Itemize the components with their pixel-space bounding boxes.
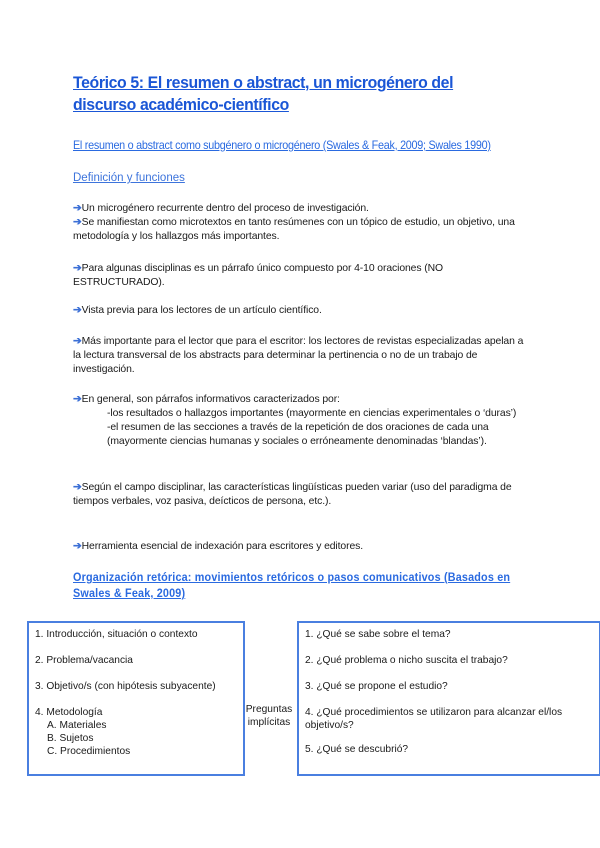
questions-box (297, 621, 600, 776)
definition-heading: Definición y funciones (73, 172, 185, 184)
move-item: 4. Metodología A. Materiales B. Sujetos C. Procedimientos (35, 707, 131, 757)
list-item: ➔Se manifiestan como microtextos en tanto resúmenes con un tópico de estudio, un objetivo, una metodología y los hallazgos más importantes. (73, 217, 515, 242)
list-item: ➔Más importante para el lector que para el escritor: los lectores de revistas especializadas apelan a la lectura transversal de los abstracts para determinar la pertinencia o no de un trabajo de investigación. (73, 336, 524, 375)
question-item: 1. ¿Qué se sabe sobre el tema? (305, 629, 451, 640)
arrow-icon: ➔ (73, 217, 82, 228)
move-item: 3. Objetivo/s (con hipótesis subyacente) (35, 681, 216, 692)
arrow-icon: ➔ (73, 541, 82, 552)
move-item: 2. Problema/vacancia (35, 655, 133, 666)
organization-heading: Organización retórica: movimientos retóricos o pasos comunicativos (Basados en Swales & Feak, 2009) (73, 570, 511, 600)
arrow-icon: ➔ (73, 482, 82, 493)
list-item: ➔Un microgénero recurrente dentro del proceso de investigación. (73, 203, 369, 214)
page-title: Teórico 5: El resumen o abstract, un microgénero del discurso académico-científico (73, 73, 454, 114)
moves-box (27, 621, 245, 776)
implicit-questions-label: Preguntas implícitas (245, 704, 293, 728)
method-sub-item: A. Materiales (47, 720, 107, 731)
list-item: ➔Según el campo disciplinar, las características lingüísticas pueden variar (uso del paradigma de tiempos verbales, voz pasiva, deícticos de persona, etc.). (73, 482, 512, 507)
question-item: 5. ¿Qué se descubrió? (305, 744, 409, 755)
paragraph-block-1 (73, 202, 533, 244)
section-subtitle: El resumen o abstract como subgénero o microgénero (Swales & Feak, 2009; Swales 1990) (73, 138, 491, 152)
list-item: ➔En general, son párrafos informativos caracterizados por: -los resultados o hallazgos importantes (mayormente en ciencias experimentales o ‘duras’) -el resumen de las secciones a través de la repetición de dos oraciones de cada una (mayormente ciencias humanas y sociales o erróneamente denominadas ‘blandas’). (73, 393, 533, 449)
list-item: ➔Herramienta esencial de indexación para escritores y editores. (73, 541, 364, 552)
arrow-icon: ➔ (73, 305, 82, 316)
question-item: 2. ¿Qué problema o nicho suscita el trabajo? (305, 655, 508, 666)
arrow-icon: ➔ (73, 263, 82, 274)
list-item: ➔Para algunas disciplinas es un párrafo único compuesto por 4-10 oraciones (NO ESTRUCTURADO). (73, 263, 443, 288)
arrow-icon: ➔ (73, 203, 82, 214)
arrow-icon: ➔ (73, 336, 82, 347)
sub-item: -los resultados o hallazgos importantes (mayormente en ciencias experimentales o ‘duras’) (107, 408, 517, 419)
move-item: 1. Introducción, situación o contexto (35, 629, 198, 640)
sub-item: -el resumen de las secciones a través de la repetición de dos oraciones de cada una (mayormente ciencias humanas y sociales o erróneamente denominadas ‘blandas’). (107, 422, 489, 447)
arrow-icon: ➔ (73, 394, 82, 405)
question-item: 4. ¿Qué procedimientos se utilizaron para alcanzar el/los objetivo/s? (305, 707, 563, 731)
method-sub-item: C. Procedimientos (47, 746, 131, 757)
method-sub-item: B. Sujetos (47, 733, 94, 744)
list-item: ➔Vista previa para los lectores de un artículo científico. (73, 305, 322, 316)
question-item: 3. ¿Qué se propone el estudio? (305, 681, 448, 692)
